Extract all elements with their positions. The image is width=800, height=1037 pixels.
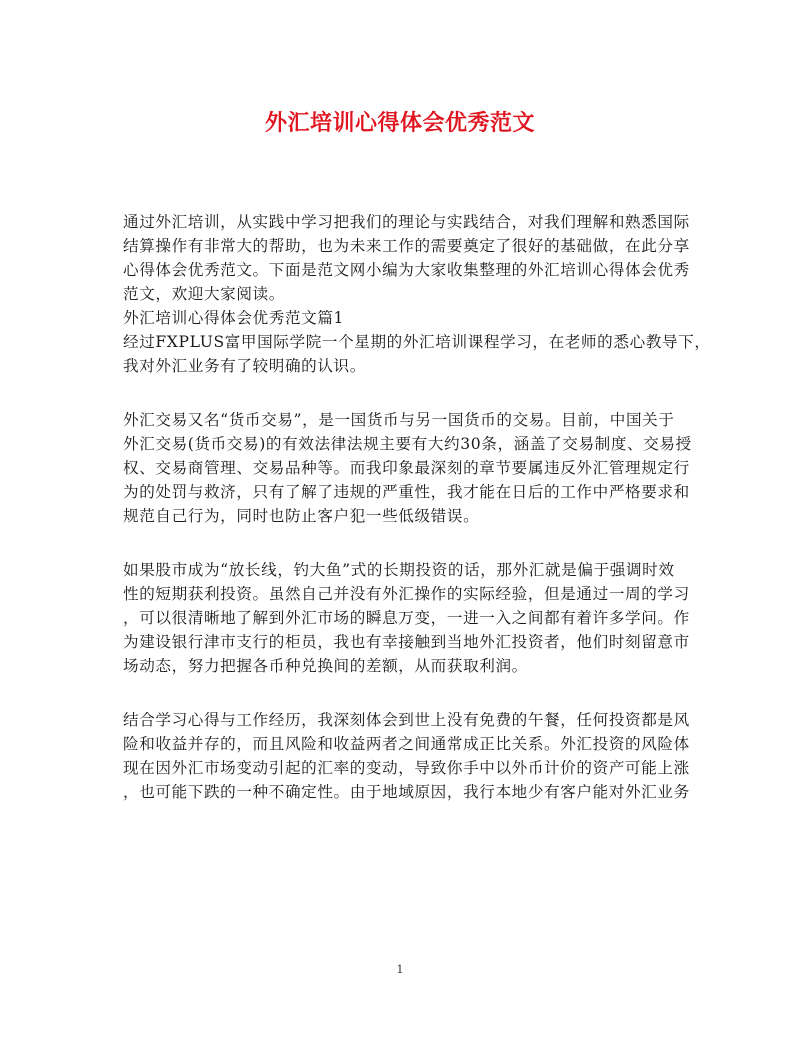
paragraph-gap xyxy=(123,678,683,708)
text-line: 结算操作有非常大的帮助，也为未来工作的需要奠定了很好的基础做，在此分享 xyxy=(123,237,690,255)
text-line: 权、交易商管理、交易品种等。而我印象最深刻的章节要属违反外汇管理规定行 xyxy=(123,459,690,477)
paragraph xyxy=(123,408,692,528)
text-line: ，可以很清晰地了解到外汇市场的瞬息万变，一进一入之间都有着许多学问。作 xyxy=(123,609,690,627)
text-line: 外汇交易又名“货币交易”，是一国货币与另一国货币的交易。目前，中国关于 xyxy=(123,411,675,429)
document-body xyxy=(123,210,711,804)
text-line: 险和收益并存的，而且风险和收益两者之间通常成正比关系。外汇投资的风险体 xyxy=(123,735,690,753)
text-line: 现在因外汇市场变动引起的汇率的变动，导致你手中以外币计价的资产可能上涨 xyxy=(123,759,690,777)
text-line: 为建设银行津市支行的柜员，我也有幸接触到当地外汇投资者，他们时刻留意市 xyxy=(123,633,690,651)
text-line: 范文，欢迎大家阅读。 xyxy=(123,285,285,303)
text-line: 经过FXPLUS富甲国际学院一个星期的外汇培训课程学习，在老师的悉心教导下， xyxy=(123,333,711,351)
text-line: 心得体会优秀范文。下面是范文网小编为大家收集整理的外汇培训心得体会优秀 xyxy=(123,261,690,279)
paragraph xyxy=(123,708,690,804)
section-heading: 外汇培训心得体会优秀范文篇1 xyxy=(123,309,345,327)
paragraph-gap xyxy=(123,528,683,558)
text-line: 规范自己行为，同时也防止客户犯一些低级错误。 xyxy=(123,507,480,525)
text-line: 结合学习心得与工作经历，我深刻体会到世上没有免费的午餐，任何投资都是风 xyxy=(123,711,690,729)
text-line: 通过外汇培训，从实践中学习把我们的理论与实践结合，对我们理解和熟悉国际 xyxy=(123,213,690,231)
text-line: ，也可能下跌的一种不确定性。由于地域原因，我行本地少有客户能对外汇业务 xyxy=(123,783,690,801)
text-line: 场动态，努力把握各币种兑换间的差额，从而获取利润。 xyxy=(123,657,528,675)
text-line: 外汇交易(货币交易)的有效法律法规主要有大约30条，涵盖了交易制度、交易授 xyxy=(123,435,692,453)
paragraph xyxy=(123,210,711,378)
text-line: 为的处罚与救济，只有了解了违规的严重性，我才能在日后的工作中严格要求和 xyxy=(123,483,690,501)
paragraph-gap xyxy=(123,378,683,408)
paragraph xyxy=(123,558,690,678)
document-title: 外汇培训心得体会优秀范文 xyxy=(264,110,535,136)
text-line: 我对外汇业务有了较明确的认识。 xyxy=(123,357,366,375)
text-line: 性的短期获利投资。虽然自己并没有外汇操作的实际经验，但是通过一周的学习 xyxy=(123,585,690,603)
page-number: 1 xyxy=(396,963,404,976)
text-line: 如果股市成为“放长线，钓大鱼”式的长期投资的话，那外汇就是偏于强调时效 xyxy=(123,561,675,579)
